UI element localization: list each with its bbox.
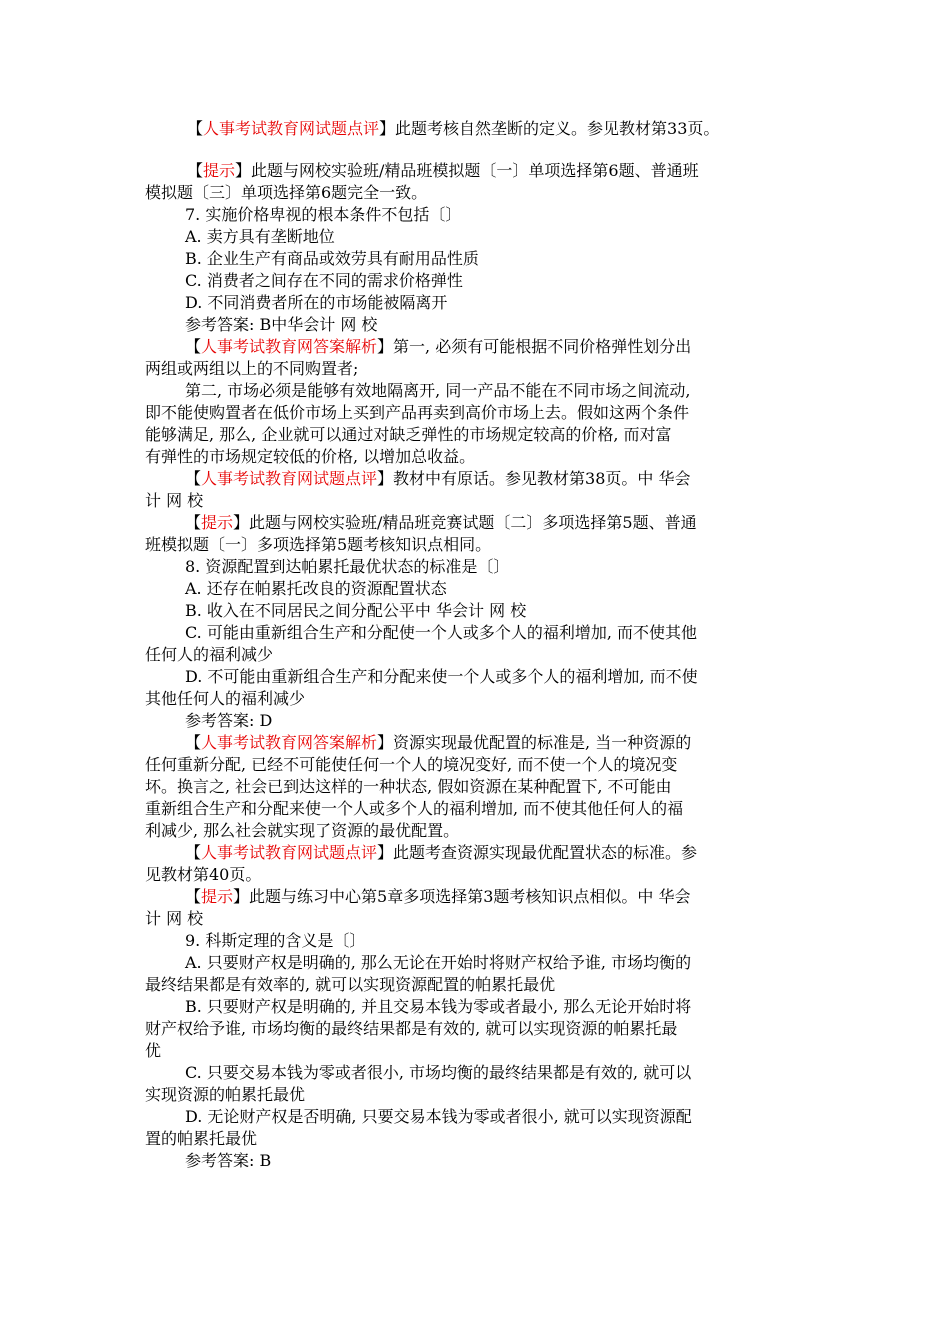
text-line <box>145 908 810 930</box>
line-text: 置的帕累托最优 <box>145 1129 258 1148</box>
line-text: C. 可能由重新组合生产和分配使一个人或多个人的福利增加, 而不使其他 <box>185 623 698 642</box>
line-text: 参考答案: B中华会计 网 校 <box>185 315 378 334</box>
bracket-open: 【 <box>185 843 202 862</box>
line-text: 8. 资源配置到达帕累托最优状态的标准是〔〕 <box>185 557 510 576</box>
text-line <box>145 292 810 314</box>
text-line <box>145 930 810 952</box>
text-line <box>145 1106 810 1128</box>
source-tag: 人事考试教育网试题点评 <box>203 119 380 138</box>
line-text: D. 不可能由重新组合生产和分配来使一个人或多个人的福利增加, 而不使 <box>185 667 698 686</box>
line-text: 两组或两组以上的不同购置者; <box>145 359 359 378</box>
source-tag: 人事考试教育网答案解析 <box>201 733 378 752</box>
source-tag: 提示 <box>201 513 234 532</box>
text-line <box>145 974 810 996</box>
source-tag: 人事考试教育网试题点评 <box>201 843 378 862</box>
line-text: B. 收入在不同居民之间分配公平中 华会计 网 校 <box>185 601 527 620</box>
text-line <box>145 402 810 424</box>
text-line <box>145 1084 810 1106</box>
source-tag: 提示 <box>203 161 236 180</box>
line-text: 】资源实现最优配置的标准是, 当一种资源的 <box>377 733 692 752</box>
text-line <box>145 314 810 336</box>
text-line <box>145 534 810 556</box>
line-text: 计 网 校 <box>145 491 204 510</box>
line-text: 其他任何人的福利减少 <box>145 689 306 708</box>
text-line <box>145 776 810 798</box>
document-page <box>145 118 810 1172</box>
line-text: 利减少, 那么社会就实现了资源的最优配置。 <box>145 821 460 840</box>
text-line <box>145 886 810 908</box>
line-text: 能够满足, 那么, 企业就可以通过对缺乏弹性的市场规定较高的价格, 而对富 <box>145 425 672 444</box>
line-text: 】此题考查资源实现最优配置状态的标准。参 <box>377 843 698 862</box>
text-line <box>145 248 810 270</box>
line-text: 班模拟题〔一〕多项选择第5题考核知识点相同。 <box>145 535 492 554</box>
text-line <box>145 556 810 578</box>
text-line <box>145 336 810 358</box>
source-tag: 人事考试教育网答案解析 <box>201 337 378 356</box>
line-text: 重新组合生产和分配来使一个人或多个人的福利增加, 而不使其他任何人的福 <box>145 799 684 818</box>
text-line <box>145 490 810 512</box>
line-text: 第二, 市场必须是能够有效地隔离开, 同一产品不能在不同市场之间流动, <box>185 381 691 400</box>
line-text: 即不能使购置者在低价市场上买到产品再卖到高价市场上去。假如这两个条件 <box>145 403 690 422</box>
bracket-open: 【 <box>185 733 202 752</box>
text-line <box>145 644 810 666</box>
text-line <box>145 732 810 754</box>
line-text: A. 只要财产权是明确的, 那么无论在开始时将财产权给予谁, 市场均衡的 <box>185 953 692 972</box>
source-tag: 提示 <box>201 887 234 906</box>
line-text: 财产权给予谁, 市场均衡的最终结果都是有效的, 就可以实现资源的帕累托最 <box>145 1019 678 1038</box>
line-text: 9. 科斯定理的含义是〔〕 <box>185 931 366 950</box>
line-text: 任何重新分配, 已经不可能使任何一个人的境况变好, 而不使一个人的境况变 <box>145 755 678 774</box>
line-text: 】第一, 必须有可能根据不同价格弹性划分出 <box>377 337 692 356</box>
line-text: A. 还存在帕累托改良的资源配置状态 <box>185 579 447 598</box>
bracket-open: 【 <box>187 161 204 180</box>
line-text: 7. 实施价格卑视的根本条件不包括〔〕 <box>185 205 462 224</box>
text-line <box>145 1128 810 1150</box>
text-line <box>145 754 810 776</box>
text-line <box>145 820 810 842</box>
text-line <box>145 380 810 402</box>
line-text: 优 <box>145 1041 162 1060</box>
line-text: 见教材第40页。 <box>145 865 262 884</box>
line-text: B. 企业生产有商品或效劳具有耐用品性质 <box>185 249 479 268</box>
line-text: 】教材中有原话。参见教材第38页。中 华会 <box>377 469 691 488</box>
line-text: 计 网 校 <box>145 909 204 928</box>
line-text: 参考答案: B <box>185 1151 272 1170</box>
text-line <box>145 1018 810 1040</box>
text-line <box>145 204 810 226</box>
line-text: 有弹性的市场规定较低的价格, 以增加总收益。 <box>145 447 476 466</box>
source-tag: 人事考试教育网试题点评 <box>201 469 378 488</box>
text-line <box>145 1150 810 1172</box>
text-line <box>145 226 810 248</box>
text-line <box>145 424 810 446</box>
line-text: D. 不同消费者所在的市场能被隔离开 <box>185 293 448 312</box>
text-line <box>145 996 810 1018</box>
text-line <box>145 160 810 182</box>
text-line <box>145 270 810 292</box>
paragraph-gap <box>145 140 810 160</box>
text-line <box>145 622 810 644</box>
text-line <box>145 710 810 732</box>
line-text: C. 消费者之间存在不同的需求价格弹性 <box>185 271 463 290</box>
line-text: A. 卖方具有垄断地位 <box>185 227 335 246</box>
line-text: 实现资源的帕累托最优 <box>145 1085 306 1104</box>
bracket-open: 【 <box>185 887 202 906</box>
line-text: 】此题与网校实验班/精品班竞赛试题〔二〕多项选择第5题、普通 <box>233 513 697 532</box>
line-text: 】此题考核自然垄断的定义。参见教材第33页。 <box>379 119 720 138</box>
text-line <box>145 666 810 688</box>
line-text: D. 无论财产权是否明确, 只要交易本钱为零或者很小, 就可以实现资源配 <box>185 1107 692 1126</box>
text-line <box>145 842 810 864</box>
line-text: B. 只要财产权是明确的, 并且交易本钱为零或者最小, 那么无论开始时将 <box>185 997 692 1016</box>
text-line <box>145 182 810 204</box>
text-line <box>145 600 810 622</box>
text-line <box>145 952 810 974</box>
line-text: 坏。换言之, 社会已到达这样的一种状态, 假如资源在某种配置下, 不可能由 <box>145 777 672 796</box>
bracket-open: 【 <box>185 513 202 532</box>
line-text: 参考答案: D <box>185 711 273 730</box>
text-line <box>145 512 810 534</box>
text-line <box>145 864 810 886</box>
bracket-open: 【 <box>185 337 202 356</box>
text-line <box>145 1062 810 1084</box>
text-line <box>145 688 810 710</box>
line-text: 任何人的福利减少 <box>145 645 274 664</box>
line-text: C. 只要交易本钱为零或者很小, 市场均衡的最终结果都是有效的, 就可以 <box>185 1063 692 1082</box>
text-line <box>145 358 810 380</box>
line-text: 最终结果都是有效率的, 就可以实现资源配置的帕累托最优 <box>145 975 556 994</box>
line-text: 】此题与练习中心第5章多项选择第3题考核知识点相似。中 华会 <box>233 887 691 906</box>
bracket-open: 【 <box>187 119 204 138</box>
line-text: 模拟题〔三〕单项选择第6题完全一致。 <box>145 183 428 202</box>
text-line <box>145 118 810 140</box>
text-line <box>145 1040 810 1062</box>
text-line <box>145 468 810 490</box>
text-line <box>145 446 810 468</box>
text-line <box>145 798 810 820</box>
bracket-open: 【 <box>185 469 202 488</box>
text-line <box>145 578 810 600</box>
line-text: 】此题与网校实验班/精品班模拟题〔一〕单项选择第6题、普通班 <box>235 161 699 180</box>
